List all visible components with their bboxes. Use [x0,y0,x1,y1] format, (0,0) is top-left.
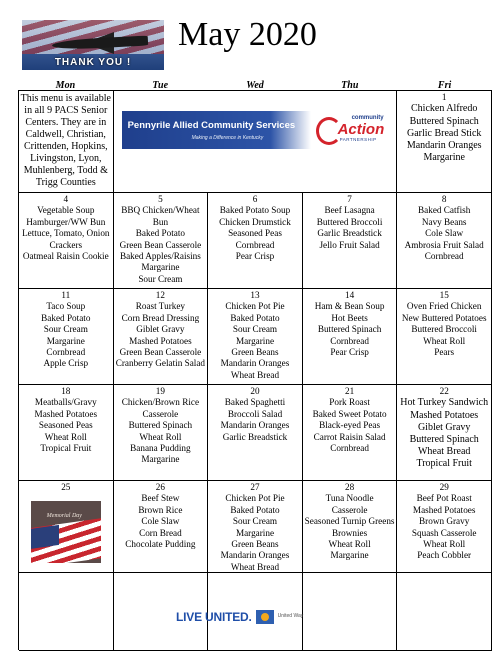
menu-item: Baked Spaghetti [224,397,286,408]
menu-item: Banana Pudding [130,443,191,454]
menu-item: Meatballs/Gravy [34,397,97,408]
menu-item: Brownies [331,527,368,538]
day-header-fri: Fri [437,80,452,91]
menu-item: Lettuce, Tomato, Onion [22,228,110,239]
menu-item: Cornbread [330,443,369,454]
day-cell [19,193,114,289]
menu-item: Apple Crisp [43,358,89,369]
menu-item: Taco Soup [46,301,86,312]
menu-item: Cornbread [46,347,86,358]
day-number: 27 [250,482,260,492]
menu-item: Brown Rice [138,504,183,515]
day-cell [397,385,492,481]
day-number: 19 [155,386,165,396]
menu-item: Cornbread [235,239,275,250]
day-number: 7 [347,194,352,204]
menu-item: Buttered Broccoli [411,324,477,335]
menu-item: Margarine [330,550,369,561]
menu-item: Mandarin Oranges [220,358,290,369]
menu-item: Buttered Spinach [317,324,382,335]
menu-item: Sour Cream [43,324,88,335]
menu-item: Baked Potato [41,312,91,323]
menu-item: Garlic Breadstick [317,228,382,239]
day-number: 6 [252,194,258,204]
menu-item: Margarine [141,262,180,273]
menu-item: Ambrosia Fruit Salad [404,239,484,250]
menu-item: Bun [152,216,169,227]
day-number: 18 [61,386,71,396]
day-number: 12 [155,290,165,300]
day-number: 4 [63,194,69,204]
menu-item: Cole Slaw [425,228,464,239]
day-cell [208,481,303,573]
menu-item: Baked Potato [135,228,186,239]
day-number: 15 [439,290,449,300]
menu-item: Mandarin Oranges [220,420,290,431]
day-number: 13 [250,290,260,300]
menu-item: Green Beans [231,539,279,550]
menu-item: Wheat Roll [423,539,466,550]
menu-item: Wheat Roll [423,335,466,346]
menu-item: Chicken/Brown Rice [121,397,200,408]
day-header-thu: Thu [341,80,359,91]
menu-item: Sour Cream [232,516,278,527]
menu-item: Margarine [423,152,465,164]
menu-item: Pork Roast [329,397,370,408]
day-number: 22 [439,386,449,396]
menu-item: Beef Lasagna [324,205,375,216]
day-cell [19,481,114,573]
menu-item: Green Beans [231,347,279,358]
community-action-logo [314,113,392,147]
logo-community: community [351,115,384,121]
menu-item: Margarine [235,527,275,538]
day-number: 5 [158,194,163,204]
menu-item: Crackers [49,239,83,250]
pacs-banner-cell [114,91,398,193]
menu-item: Mashed Potatoes [412,504,476,515]
menu-item: Sour Cream [232,324,278,335]
day-cell [397,193,492,289]
menu-item: Chicken Drumstick [219,216,291,227]
day-header-mon: Mon [55,80,76,91]
calendar-grid [18,90,492,650]
day-number: 14 [345,290,355,300]
empty-cell [303,573,398,651]
day-cell [208,193,303,289]
menu-item: Garlic Bread Stick [406,127,482,139]
menu-item: Pears [434,347,455,358]
menu-item: Broccoli Salad [227,408,283,419]
menu-item: Mandarin Oranges [220,550,290,561]
menu-item: Chicken Pot Pie [225,301,285,312]
menu-item: Seasoned Peas [38,420,93,431]
menu-item: Pear Crisp [235,251,275,262]
availability-note: This menu is available in all 9 PACS Senior Centers. They are in Caldwell, Christian, Crittenden, Hopkins, Livingston, Lyon, Muhlenberg, Todd & Trigg Counties [19,91,114,193]
day-header-tue: Tue [152,80,169,91]
menu-item: BBQ Chicken/Wheat [121,205,200,216]
empty-cell [19,573,114,651]
menu-item: Beef Stew [141,493,180,504]
day-cell [114,289,209,385]
menu-item: Seasoned Peas [228,228,282,239]
thank-you-banner-image [22,20,164,70]
menu-item: Cranberry Gelatin Salad [115,358,206,369]
weekday-header [18,80,492,90]
menu-item: Hot Turkey Sandwich [400,397,489,409]
menu-item: Mashed Potatoes [129,335,192,346]
menu-item: Navy Beans [421,216,467,227]
day-number: 8 [441,194,447,204]
menu-item: Tropical Fruit [40,443,92,454]
menu-item: Green Bean Casserole [119,347,202,358]
menu-item: Oven Fried Chicken [406,301,482,312]
day-cell [114,193,209,289]
menu-item: Jello Fruit Salad [319,239,380,250]
menu-item: Sour Cream [138,273,183,284]
day-number: 1 [441,92,447,102]
menu-item: Squash Casserole [411,527,477,538]
menu-item: Beef Pot Roast [416,493,472,504]
pacs-name: Pennyrile Allied Community Services [127,120,296,131]
menu-item: Margarine [235,335,275,346]
menu-item: Mashed Potatoes [34,408,98,419]
day-cell [303,481,398,573]
menu-item: Margarine [46,335,85,346]
menu-item: Chicken Alfredo [411,103,478,115]
menu-item: Baked Sweet Potato [312,408,387,419]
menu-item: Baked Apples/Raisins [119,251,201,262]
page-title: May 2020 [178,16,317,53]
menu-item: Cole Slaw [141,516,180,527]
menu-item: Buttered Spinach [409,115,479,127]
menu-item: Hot Beets [331,312,368,323]
menu-item: Baked Catfish [418,205,471,216]
menu-item: Tropical Fruit [416,458,472,470]
menu-item: New Buttered Potatoes [401,312,487,323]
united-way-text: United Way [277,613,304,620]
pacs-tagline: Making a Difference in Kentucky [191,135,264,141]
day-cell [303,193,398,289]
menu-item: Chicken Pot Pie [225,493,285,504]
day-number: 11 [61,290,71,300]
menu-item: Roast Turkey [135,301,186,312]
memorial-text: Memorial Day [46,513,82,520]
day-cell [303,289,398,385]
day-number: 25 [61,482,71,492]
menu-item: Tuna Noodle [325,493,374,504]
day-number: 21 [345,386,355,396]
live-united-text: LIVE UNITED. [176,610,252,624]
menu-item: Green Bean Casserole [119,239,202,250]
menu-item: Hamburger/WW Bun [26,216,106,227]
day-cell [114,385,209,481]
day-cell [208,289,303,385]
day-cell [19,385,114,481]
menu-item: Ham & Bean Soup [314,301,385,312]
day-cell [19,289,114,385]
menu-item: Garlic Breadstick [222,431,288,442]
menu-item: Margarine [141,454,180,465]
menu-item: Wheat Bread [417,446,471,458]
menu-item: Chocolate Pudding [125,539,196,550]
footer-logo [176,610,303,624]
menu-item: Wheat Roll [328,539,371,550]
menu-item: Mandarin Oranges [406,139,482,151]
menu-item: Casserole [331,504,368,515]
day-number: 20 [250,386,260,396]
menu-item: Vegetable Soup [37,205,95,216]
menu-item: Pear Crisp [330,347,369,358]
day-number: 29 [439,482,449,492]
united-way-icon [256,610,274,624]
day-cell [397,289,492,385]
menu-item: Wheat Roll [44,431,87,442]
menu-item: Buttered Broccoli [316,216,383,227]
menu-item: Peach Cobbler [417,550,472,561]
menu-item: Mashed Potatoes [410,409,479,421]
day-cell [397,481,492,573]
menu-item: Wheat Bread [230,369,280,380]
day-cell [397,91,492,193]
day-number: 28 [345,482,355,492]
menu-item: Casserole [142,408,179,419]
memorial-day-image [31,501,101,563]
menu-item: Corn Bread Dressing [121,312,200,323]
day-number: 26 [155,482,165,492]
menu-item: Baked Potato [230,504,280,515]
menu-item: Cornbread [330,335,369,346]
menu-item: Buttered Spinach [409,433,479,445]
day-header-wed: Wed [246,80,264,91]
menu-item: Black-eyed Peas [319,420,381,431]
logo-action: Action [337,121,385,138]
menu-item: Carrot Raisin Salad [313,431,386,442]
day-cell [303,385,398,481]
menu-item: Oatmeal Raisin Cookie [22,251,109,262]
menu-item: Baked Potato [230,312,280,323]
menu-item: Wheat Roll [139,431,182,442]
menu-item: Brown Gravy [419,516,470,527]
menu-item: Cornbread [424,251,464,262]
menu-item: Wheat Bread [230,561,280,572]
logo-partnership: PARTNERSHIP [339,137,377,142]
menu-item: Giblet Gravy [417,421,471,433]
banner-text: THANK YOU ! [54,57,132,68]
day-cell [208,385,303,481]
empty-cell [397,573,492,651]
menu-item: Giblet Gravy [136,324,185,335]
menu-item: Seasoned Turnip Greens [304,516,395,527]
menu-item: Baked Potato Soup [219,205,291,216]
menu-item: Buttered Spinach [128,420,193,431]
day-cell [114,481,209,573]
pacs-banner [122,111,392,149]
menu-item: Corn Bread [139,527,182,538]
